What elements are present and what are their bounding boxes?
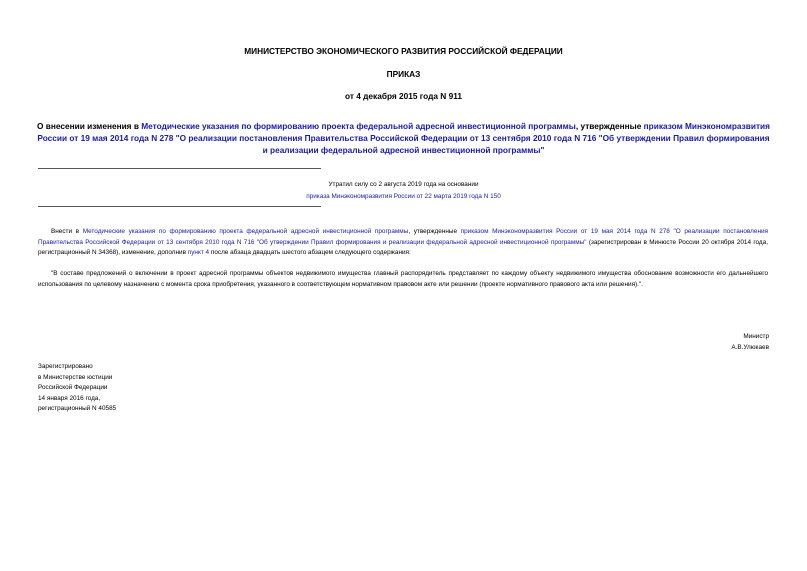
title-link-guidelines[interactable]: Методические указания по формированию проекта федеральной адресной инвестиционной программы	[141, 121, 576, 131]
registration-line: Российской Федерации	[38, 384, 108, 391]
p1-text-4: после абзаца двадцать шестого абзацем следующего содержания:	[209, 249, 411, 256]
status-note	[215, 179, 592, 203]
p1-text-2: , утвержденные	[408, 228, 461, 235]
status-link-order-150[interactable]: приказа Минэкономразвития России от 22 марта 2019 года N 150	[306, 193, 501, 200]
p1-link-guidelines[interactable]: Методические указания по формированию проекта федеральной адресной инвестиционной программы	[82, 228, 409, 235]
ministry-name: МИНИСТЕРСТВО ЭКОНОМИЧЕСКОГО РАЗВИТИЯ РОССИЙСКОЙ ФЕДЕРАЦИИ	[244, 46, 563, 56]
document-title	[36, 120, 771, 156]
registration-block	[38, 362, 238, 415]
p1-link-order-278[interactable]: приказом Минэкономразвития России от 19 мая 2014 года N 278 "О реализации постановления Правительства Российской Федерации от 13 сентября 2010 года N 716 "Об утверждении Правил формирования и реализации федеральной адресной инвестиционной программы"	[38, 228, 769, 246]
registration-line: регистрационный N 40585	[38, 405, 117, 412]
status-line: Утратил силу со 2 августа 2019 года на основании	[328, 181, 479, 188]
divider-top	[38, 168, 321, 169]
title-text-2: , утвержденные	[575, 121, 644, 131]
p1-text-1: Внести в	[51, 228, 83, 235]
signature-name: А.В.Улюкаев	[731, 343, 769, 351]
registration-line: в Министерстве юстиции	[38, 373, 113, 381]
title-text-1: О внесении изменения в	[37, 121, 142, 131]
p1-text-3: (зарегистрирован в Минюсте России 20 октября 2014 года, регистрационный N 34368), изменение, дополнив	[38, 238, 768, 256]
signature-position: Министр	[743, 333, 769, 340]
document-type: ПРИКАЗ	[386, 69, 421, 79]
title-link-order-278[interactable]: приказом Минэкономразвития России от 19 мая 2014 года N 278 "О реализации постановления Правительства Российской Федерации от 13 сентября 2010 года N 716 "Об утверждении Правил формирования и реализации федеральной адресной инвестиционной программы"	[37, 121, 770, 155]
p1-link-point-4[interactable]: пункт 4	[187, 249, 210, 256]
divider-bottom	[38, 206, 321, 207]
body-paragraph-1	[38, 227, 768, 259]
registration-line: Зарегистрировано	[38, 363, 93, 370]
signature-block	[731, 332, 769, 353]
body-paragraph-2: "В составе предложений о включении в проект адресной программы объектов недвижимого имущества главный распорядитель представляет по каждому объекту недвижимого имущества обоснование возможности его дальнейшего использования по целевому назначению с момента срока приобретения, указанного в соответствующем нормативном правовом акте или решении (проекте нормативного правового акта или решения).".	[38, 270, 768, 288]
registration-line: 14 января 2016 года,	[38, 394, 101, 402]
document-date: от 4 декабря 2015 года N 911	[345, 91, 462, 101]
